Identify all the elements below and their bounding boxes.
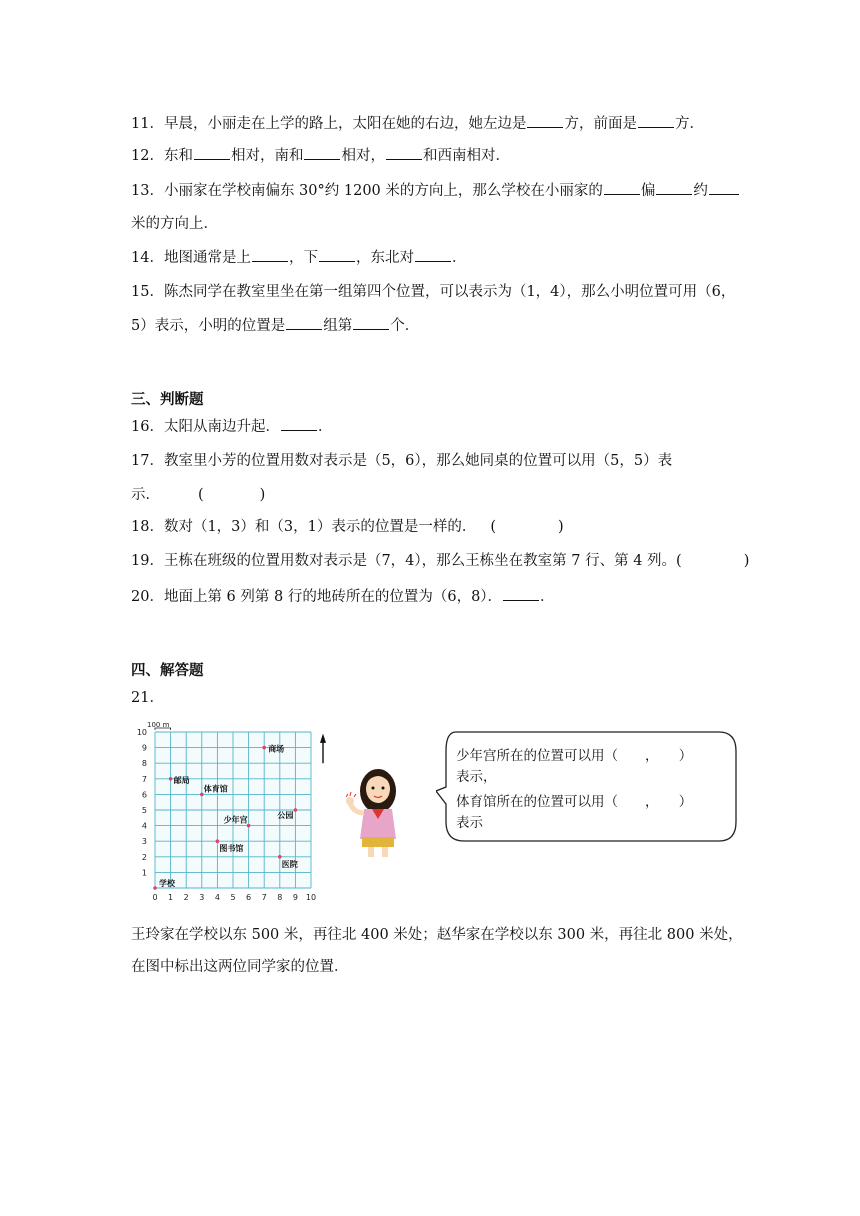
coordinate-grid-map[interactable] [131,714,331,910]
answer-paren[interactable]: ( ) [198,487,266,503]
place-label: 邮局 [173,775,190,785]
y-tick-label: 6 [141,790,147,800]
question-19: 19．王栋在班级的位置用数对表示是（7，4），那么王栋坐在教室第 7 行、第 4 列。( ) [131,553,750,569]
scale-label: 100 m [147,721,170,729]
x-tick-label: 1 [168,893,174,902]
place-marker [262,746,266,750]
place-label: 少年宫 [223,815,248,825]
place-label: 商场 [268,744,285,754]
place-label: 图书馆 [219,844,244,854]
place-marker [278,855,282,859]
y-tick-label: 8 [141,759,147,769]
question-21-number: 21． [131,690,164,706]
question-13: 13．小丽家在学校南偏东 30°约 1200 米的方向上，那么学校在小丽家的 偏 约 [131,180,740,201]
section-title-answer: 四、解答题 [131,663,204,679]
y-tick-label: 4 [141,821,147,831]
girl-illustration [346,761,406,859]
bubble-line-2: 表示， [456,769,497,785]
question-13-cont: 米的方向上． [131,216,218,232]
north-arrow-head [320,734,326,743]
answer-blank[interactable] [656,180,692,195]
answer-blank[interactable] [604,180,640,195]
answer-blank[interactable] [353,315,389,330]
x-tick-label: 8 [277,893,283,902]
bubble-line-3: 体育馆所在的位置可以用（ ， ） [456,794,693,810]
place-marker [216,839,220,843]
question-21-text-1: 王玲家在学校以东 500 米，再往北 400 米处；赵华家在学校以东 300 米，再往北 800 米处， [131,927,743,943]
question-15-cont: 5）表示，小明的位置是 组第 个． [131,315,419,336]
answer-blank[interactable] [304,145,340,160]
x-tick-label: 10 [305,893,317,902]
x-tick-label: 0 [152,893,158,902]
x-tick-label: 6 [246,893,252,902]
place-label: 体育馆 [203,784,228,794]
answer-blank[interactable] [286,315,322,330]
y-tick-label: 7 [141,774,147,784]
place-marker [169,777,173,781]
question-15: 15．陈杰同学在教室里坐在第一组第四个位置，可以表示为（1，4），那么小明位置可用（6， [131,284,736,300]
x-tick-label: 4 [214,893,220,902]
answer-blank[interactable] [386,145,422,160]
answer-blank[interactable] [527,113,563,128]
y-tick-label: 10 [136,728,147,737]
answer-blank[interactable] [281,416,317,431]
x-tick-label: 9 [292,893,298,902]
place-label: 公园 [277,811,294,820]
x-tick-label: 5 [230,893,236,902]
question-12: 12．东和 相对，南和 相对， 和西南相对． [131,145,510,166]
bubble-line-4: 表示 [456,815,483,831]
question-11: 11．早晨，小丽走在上学的路上，太阳在她的右边，她左边是 方，前面是 方． [131,113,704,134]
y-tick-label: 2 [141,852,147,862]
section-title-judge: 三、判断题 [131,392,204,408]
question-21-text-2: 在图中标出这两位同学家的位置． [131,959,349,975]
answer-paren[interactable]: ) [743,553,750,569]
place-label: 医院 [281,859,298,869]
x-tick-label: 7 [261,893,267,902]
x-tick-label: 3 [199,893,205,902]
place-marker [294,808,298,812]
answer-blank[interactable] [503,586,539,601]
question-17-cont: 示． ( ) [131,487,266,503]
place-marker [153,886,157,890]
answer-paren[interactable]: ( ) [490,519,564,535]
y-tick-label: 9 [141,743,147,753]
place-label: 学校 [159,879,175,888]
answer-blank[interactable] [415,247,451,262]
answer-blank[interactable] [252,247,288,262]
x-tick-label: 2 [183,893,189,902]
bubble-line-1: 少年宫所在的位置可以用（ ， ） [456,748,693,764]
answer-blank[interactable] [638,113,674,128]
y-tick-label: 3 [141,837,147,847]
question-20: 20．地面上第 6 列第 8 行的地砖所在的位置为（6，8）． ． [131,586,555,607]
question-14: 14．地图通常是上 ，下 ，东北对 ． [131,247,466,268]
speech-bubble [436,729,739,844]
answer-blank[interactable] [319,247,355,262]
answer-blank[interactable] [709,180,739,195]
question-17: 17．教室里小芳的位置用数对表示是（5，6），那么她同桌的位置可以用（5，5）表 [131,453,673,469]
y-tick-label: 1 [141,868,147,878]
question-16: 16．太阳从南边升起． ． [131,416,332,437]
scale-bar [155,728,171,730]
answer-blank[interactable] [194,145,230,160]
y-tick-label: 5 [141,806,147,815]
question-18: 18．数对（1，3）和（3，1）表示的位置是一样的． ( ) [131,519,564,535]
